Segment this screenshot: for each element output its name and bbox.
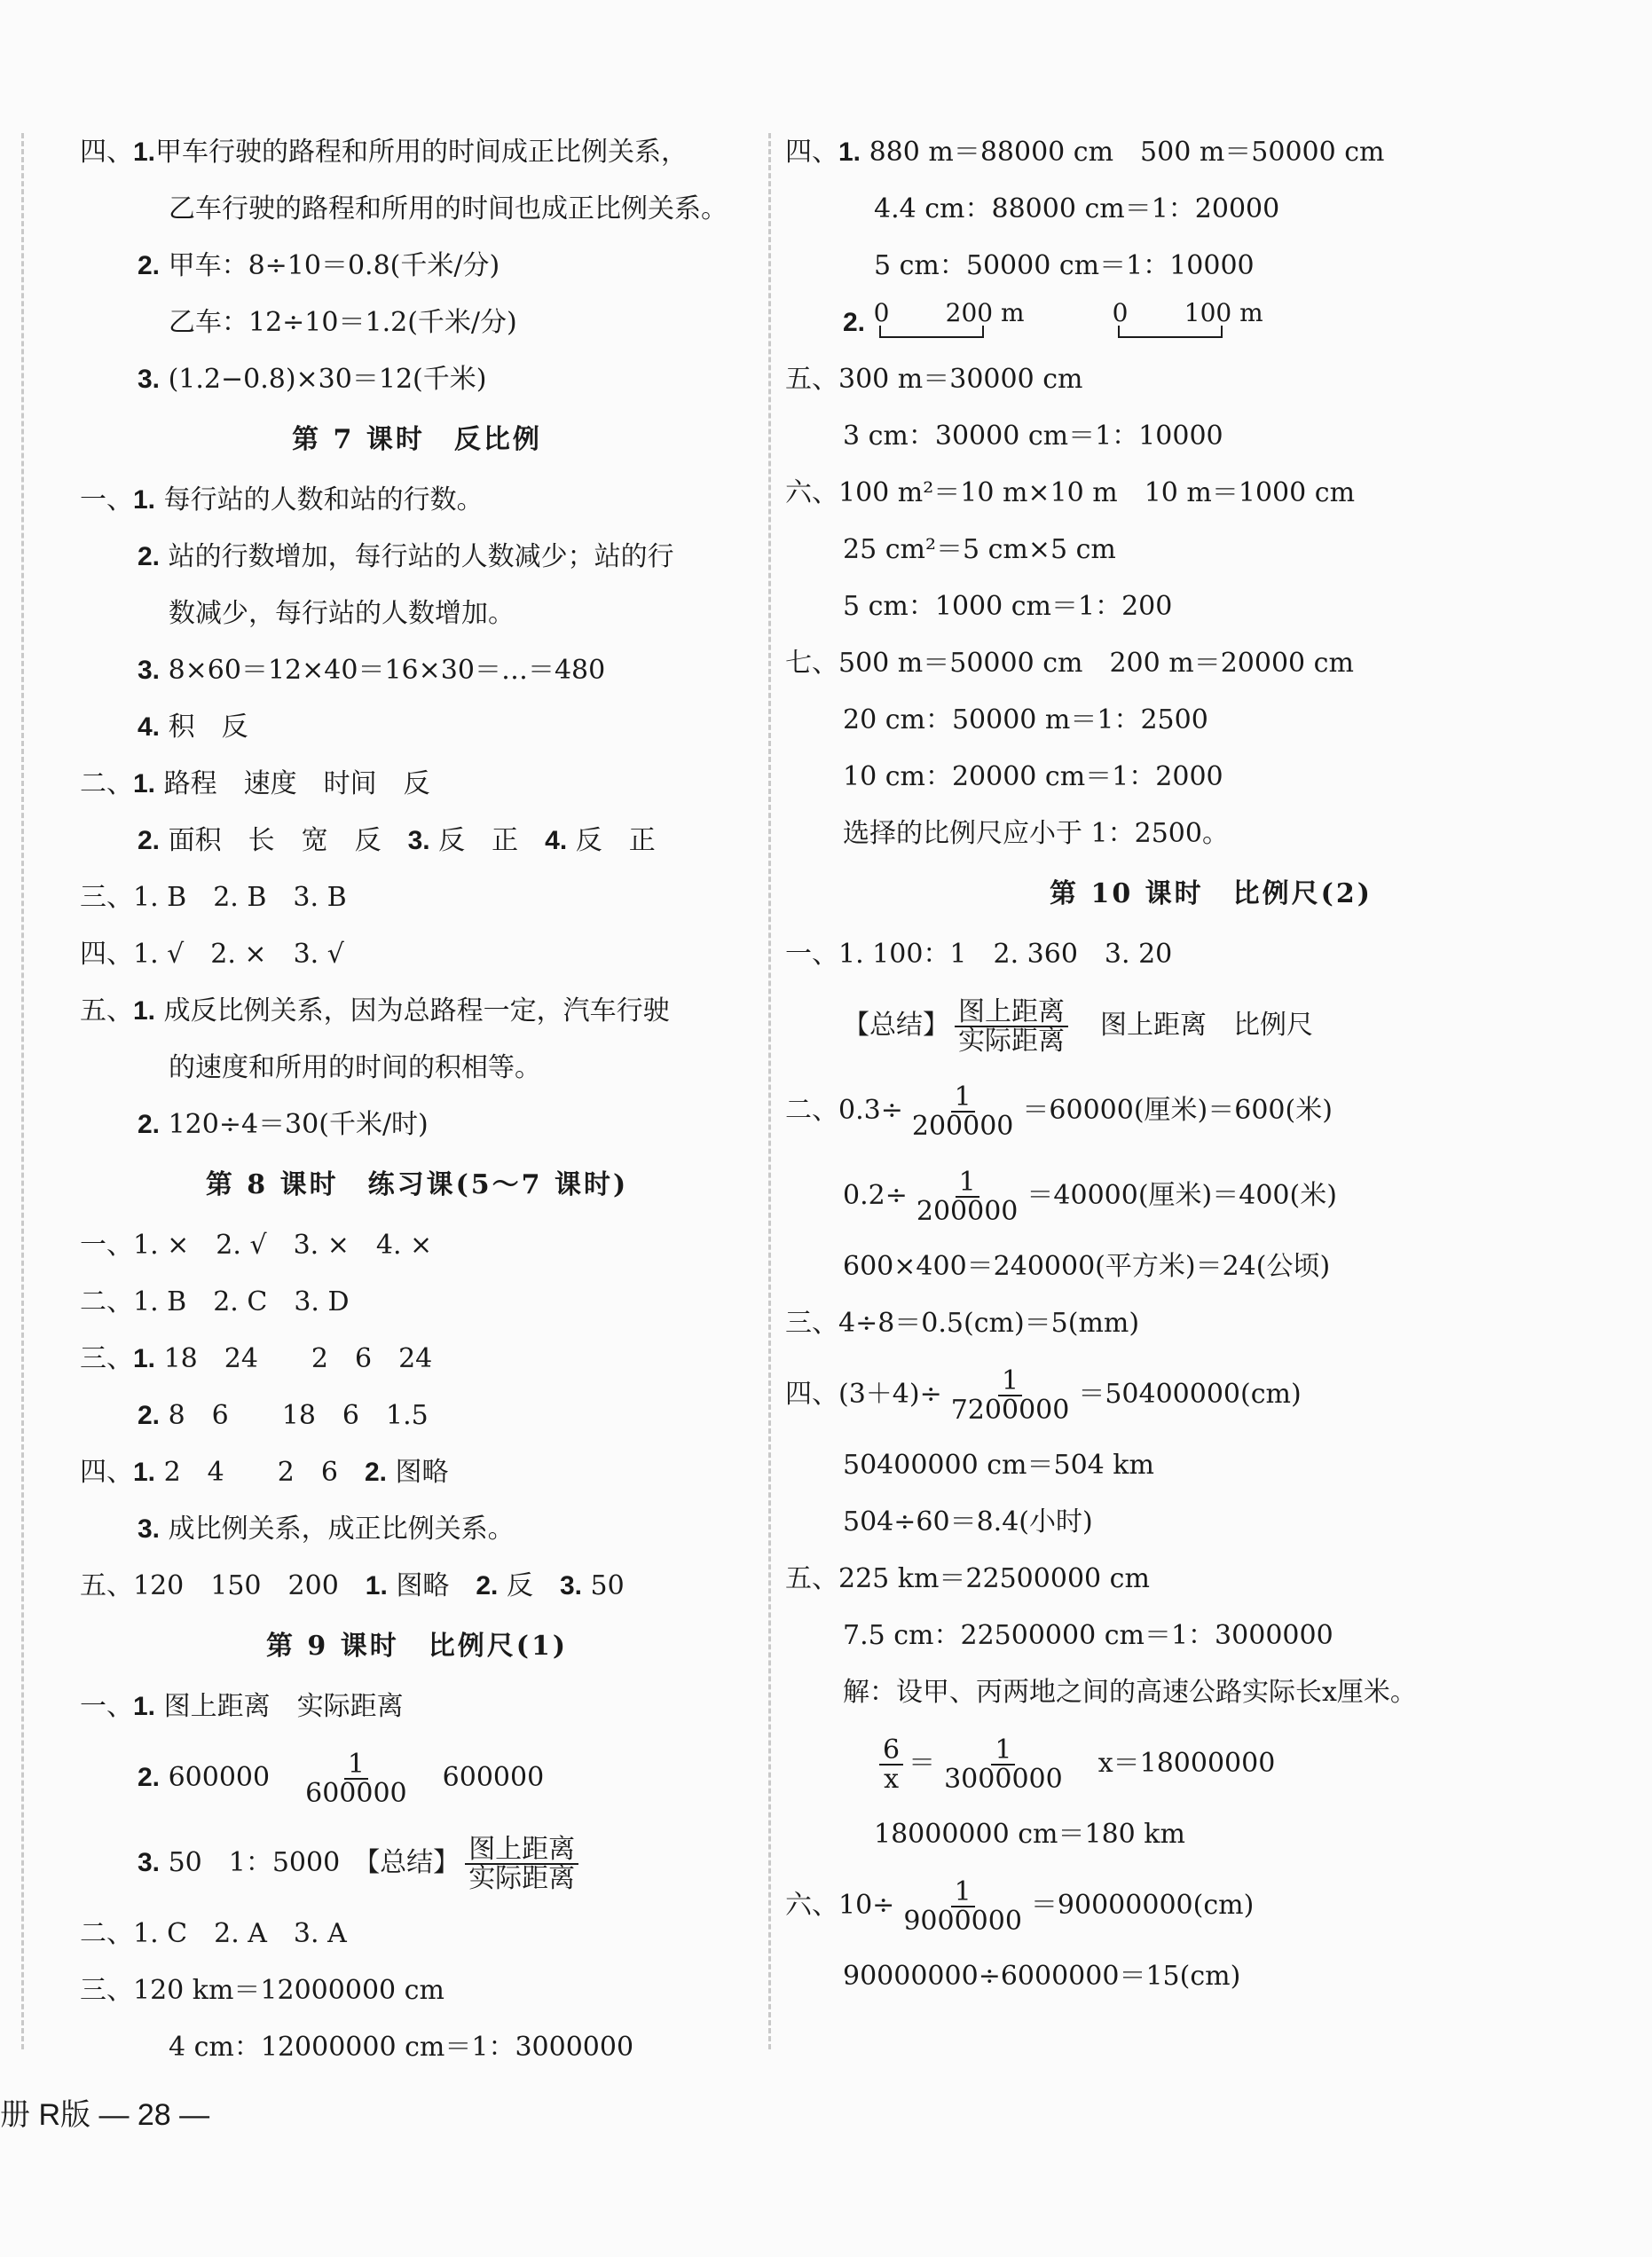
answer-line: 六、100 m²＝10 m×10 m 10 m＝1000 cm xyxy=(785,477,1356,508)
answer-line: 90000000÷6000000＝15(cm) xyxy=(843,1961,1241,1992)
answer-line: 一、1. 每行站的人数和站的行数。 xyxy=(80,484,484,515)
answer-line: 18000000 cm＝180 km xyxy=(874,1819,1185,1850)
answer-line: 三、1. 18 24 2 6 24 xyxy=(80,1343,433,1374)
answer-line: 数减少，每行站的人数增加。 xyxy=(169,598,515,629)
answer-line: 25 cm²＝5 cm×5 cm xyxy=(843,534,1116,565)
answer-line: 解：设甲、丙两地之间的高速公路实际长x厘米。 xyxy=(843,1677,1417,1708)
answer-line: 的速度和所用的时间的积相等。 xyxy=(169,1052,541,1083)
answer-line: 一、1. 图上距离 实际距离 xyxy=(80,1691,404,1722)
answer-line: 四、1. √ 2. × 3. √ xyxy=(80,939,344,970)
answer-line: 3 cm：30000 cm＝1：10000 xyxy=(843,421,1223,452)
answer-line: 2. 站的行数增加，每行站的人数减少；站的行 xyxy=(138,541,674,572)
left-column xyxy=(80,124,754,2076)
answer-line: 2. 0 200 m 0 100 m xyxy=(785,295,1637,351)
answer-line: 600×400＝240000(平方米)＝24(公顷) xyxy=(843,1251,1331,1282)
fraction: $\frac{1}{3000000}$ xyxy=(944,1734,1063,1795)
answer-line: 二、1. C 2. A 3. A xyxy=(80,1918,347,1949)
fraction: $\frac{1}{7200000}$ xyxy=(950,1364,1070,1426)
answer-line: 五、120 150 200 1. 图略 2. 反 3. 50 xyxy=(80,1570,625,1601)
answer-line: 2. 120÷4＝30(千米/时) xyxy=(138,1109,429,1140)
column-divider xyxy=(768,133,771,2049)
answer-line: 三、120 km＝12000000 cm xyxy=(80,1975,444,2006)
answer-line: 四、1.甲车行驶的路程和所用的时间成正比例关系， xyxy=(80,137,688,168)
answer-line: 四、1. 880 m＝88000 cm 500 m＝50000 cm xyxy=(785,137,1385,168)
answer-line: 20 cm：50000 m＝1：2500 xyxy=(843,704,1208,735)
answer-line: 六、10÷ $\frac{1}{9000000}$ ＝90000000(cm) xyxy=(785,1876,1255,1937)
answer-line: 3. 8×60＝12×40＝16×30＝…＝480 xyxy=(138,655,606,686)
answer-line: $\frac{6}{x}$ ＝ $\frac{1}{3000000}$ x＝18000000 xyxy=(785,1721,1637,1806)
fraction: $\frac{1}{200000}$ xyxy=(911,1081,1014,1142)
lesson-heading: 第 9 课时 比例尺(1) xyxy=(265,1631,569,1662)
answer-line: 三、4÷8＝0.5(cm)＝5(mm) xyxy=(785,1308,1140,1339)
answer-line: 五、225 km＝22500000 cm xyxy=(785,1563,1150,1594)
answer-line: 3. 成比例关系，成正比例关系。 xyxy=(138,1514,515,1545)
answer-line: 【总结】 $\frac{\text{图上距离}}{\text{实际距离}}$ 图上距离 比例尺 xyxy=(843,995,1313,1057)
answer-line: 10 cm：20000 cm＝1：2000 xyxy=(843,761,1223,792)
answer-line: 504÷60＝8.4(小时) xyxy=(843,1506,1093,1537)
answer-line: 2. 面积 长 宽 反 3. 反 正 4. 反 正 xyxy=(138,825,656,856)
fraction: $\frac{\text{图上距离}}{\text{实际距离}}$ xyxy=(465,1836,578,1893)
page-footer: 册 R版 — 28 — xyxy=(0,2098,210,2132)
answer-line: 五、300 m＝30000 cm xyxy=(785,364,1083,395)
scale-bar: 0 200 m xyxy=(874,306,989,342)
answer-line: 五、1. 成反比例关系，因为总路程一定，汽车行驶 xyxy=(80,995,670,1026)
answer-line: 2. 甲车：8÷10＝0.8(千米/分) xyxy=(138,250,500,281)
answer-line: 七、500 m＝50000 cm 200 m＝20000 cm xyxy=(785,648,1354,679)
right-column xyxy=(785,124,1637,2005)
answer-line: 二、0.3÷ $\frac{1}{200000}$ ＝60000(厘米)＝600(米) xyxy=(785,1081,1333,1142)
scale-bar: 0 100 m xyxy=(1113,306,1228,342)
answer-line: 四、1. 2 4 2 6 2. 图略 xyxy=(80,1457,449,1488)
answer-line: 2. 600000 $\frac{1}{600000}$ 600000 xyxy=(138,1748,545,1809)
answer-line: 4 cm：12000000 cm＝1：3000000 xyxy=(169,2032,634,2063)
fraction: $\frac{1}{600000}$ xyxy=(305,1748,407,1809)
answer-line: 2. 8 6 18 6 1.5 xyxy=(138,1400,429,1431)
answer-line: 三、1. B 2. B 3. B xyxy=(80,882,347,913)
answer-line: 4. 积 反 xyxy=(138,712,248,743)
answer-line: 二、1. 路程 速度 时间 反 xyxy=(80,768,430,799)
answer-line: 7.5 cm：22500000 cm＝1：3000000 xyxy=(843,1620,1333,1651)
answer-line: 0.2÷ $\frac{1}{200000}$ ＝40000(厘米)＝400(米) xyxy=(843,1166,1337,1227)
answer-line: 5 cm：50000 cm＝1：10000 xyxy=(874,250,1255,281)
fraction: $\frac{1}{9000000}$ xyxy=(903,1876,1022,1937)
left-margin-divider xyxy=(21,133,24,2049)
lesson-heading: 第 8 课时 练习课(5～7 课时) xyxy=(205,1169,629,1200)
answer-line: 乙车行驶的路程和所用的时间也成正比例关系。 xyxy=(169,193,728,224)
answer-line: 选择的比例尺应小于 1：2500。 xyxy=(843,818,1229,849)
lesson-heading: 第 7 课时 反比例 xyxy=(292,424,542,455)
fraction: $\frac{1}{200000}$ xyxy=(916,1166,1019,1227)
fraction: $\frac{\text{图上距离}}{\text{实际距离}}$ xyxy=(955,998,1068,1056)
answer-line: 5 cm：1000 cm＝1：200 xyxy=(843,591,1173,622)
answer-line: 50400000 cm＝504 km xyxy=(843,1450,1154,1481)
answer-line: 4.4 cm：88000 cm＝1：20000 xyxy=(874,193,1280,224)
answer-line: 四、(3＋4)÷ $\frac{1}{7200000}$ ＝50400000(cm) xyxy=(785,1364,1302,1426)
answer-line: 一、1. × 2. √ 3. × 4. × xyxy=(80,1230,433,1261)
answer-line: 二、1. B 2. C 3. D xyxy=(80,1286,350,1317)
answer-line: 一、1. 100：1 2. 360 3. 20 xyxy=(785,939,1173,970)
answer-line: 3. 50 1：5000 【总结】 $\frac{\text{图上距离}}{\text{实际距离}}$ xyxy=(80,1821,754,1906)
lesson-heading: 第 10 课时 比例尺(2) xyxy=(1050,878,1373,909)
answer-line: 乙车：12÷10＝1.2(千米/分) xyxy=(169,307,517,338)
answer-line: 3. (1.2−0.8)×30＝12(千米) xyxy=(138,364,487,395)
fraction: $\frac{6}{x}$ xyxy=(879,1736,903,1794)
